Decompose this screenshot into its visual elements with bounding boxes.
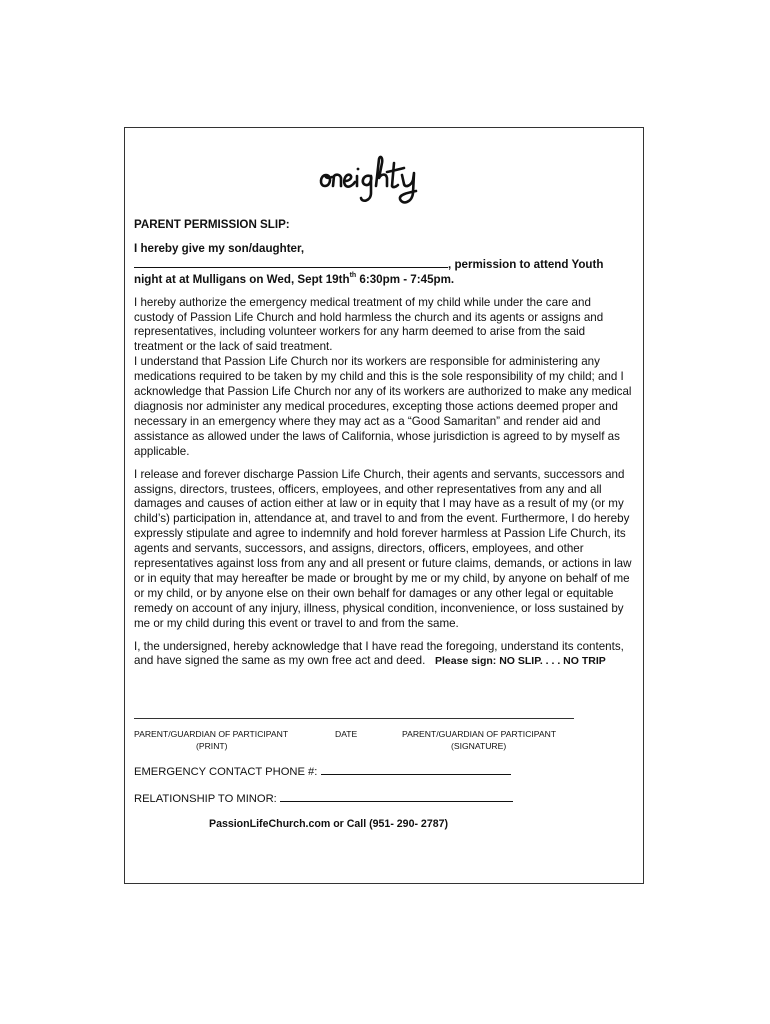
form-title: PARENT PERMISSION SLIP:: [134, 218, 290, 231]
oneighty-logo-drawing: [316, 153, 452, 209]
signature-label: (SIGNATURE): [451, 741, 507, 751]
relationship-label: RELATIONSHIP TO MINOR:: [134, 793, 277, 805]
permission-line: [134, 257, 634, 273]
logo-text: oneighty: [316, 183, 321, 184]
emergency-contact-label: EMERGENCY CONTACT PHONE #:: [134, 766, 318, 778]
please-sign-notice: Please sign: NO SLIP. . . . NO TRIP: [435, 655, 606, 668]
event-line: [134, 273, 634, 288]
form-content: [134, 218, 634, 677]
paragraph-authorize: I hereby authorize the emergency medical treatment of my child while under the care and custody of Passion Life Church and hold harmless the church and its agents or assigns and representatives, including volunteer workers for any harm deemed to arise from the said treatment or the lack of said treatment.: [134, 295, 604, 354]
paragraph-medications: I understand that Passion Life Church nor its workers are responsible for administering any medications required to be taken by my child and this is the sole responsibility of my child; and I acknowledge that Passion Life Church nor any of its workers are authorized to make any medical diagnosis nor administer any medical procedures, excepting those actions deemed proper and necessary in an emergency where they may act as a “Good Samaritan” and render aid and assistance as allowed under the laws of California, whose jurisdiction is agreed to by myself as applicable.: [134, 355, 632, 458]
event-text: night at at Mulligans on Wed, Sept 19th: [134, 272, 350, 286]
paragraph-release: I release and forever discharge Passion Life Church, their agents and servants, successors and assigns, directors, trustees, officers, employees, and other representatives from any and all damages and causes of action either at law or in equity that I may have as a result of my (or my child’s) participation in, attendance at, and travel to and from the event. Furthermore, I do hereby expressly stipulate and agree to indemnify and hold forever harmless at Passion Life Church, its agents and servants, successors, and assigns, directors, officers, employees, and other representatives against loss from any and all present or future claims, demands, or actions in law or in equity that may hereafter be made or brought by me or my child, by anyone on behalf of me or my child, or by anyone else on their own behalf for damages or any other legal or equitable remedy on account of any injury, illness, physical condition, inconvenience, or loss sustained by me or my child during this event or travel to and from the same.: [134, 467, 632, 630]
paragraph-acknowledge: [134, 640, 634, 670]
emergency-contact-field: [134, 764, 511, 778]
permission-text: , permission to attend Youth: [448, 257, 604, 271]
event-sup: th: [349, 271, 357, 279]
footer-contact: PassionLifeChurch.com or Call (951- 290- 2787): [209, 818, 449, 830]
give-permission-line: I hereby give my son/daughter,: [134, 241, 305, 255]
oneighty-logo: [316, 153, 452, 209]
signature-line[interactable]: [134, 718, 574, 719]
emergency-contact-input[interactable]: [321, 764, 511, 775]
relationship-field: [134, 791, 513, 805]
signature-name-label: PARENT/GUARDIAN OF PARTICIPANT: [402, 729, 557, 739]
event-time: 6:30pm - 7:45pm.: [356, 272, 455, 286]
relationship-input[interactable]: [280, 791, 513, 802]
child-name-blank[interactable]: [134, 257, 448, 268]
print-label: (PRINT): [196, 741, 228, 751]
acknowledge-text: I, the undersigned, hereby acknowledge that I have read the foregoing, understand its contents, and have signed the same as my own free act and deed.: [134, 639, 624, 668]
print-name-label: PARENT/GUARDIAN OF PARTICIPANT: [134, 729, 289, 739]
date-label: DATE: [335, 729, 358, 739]
